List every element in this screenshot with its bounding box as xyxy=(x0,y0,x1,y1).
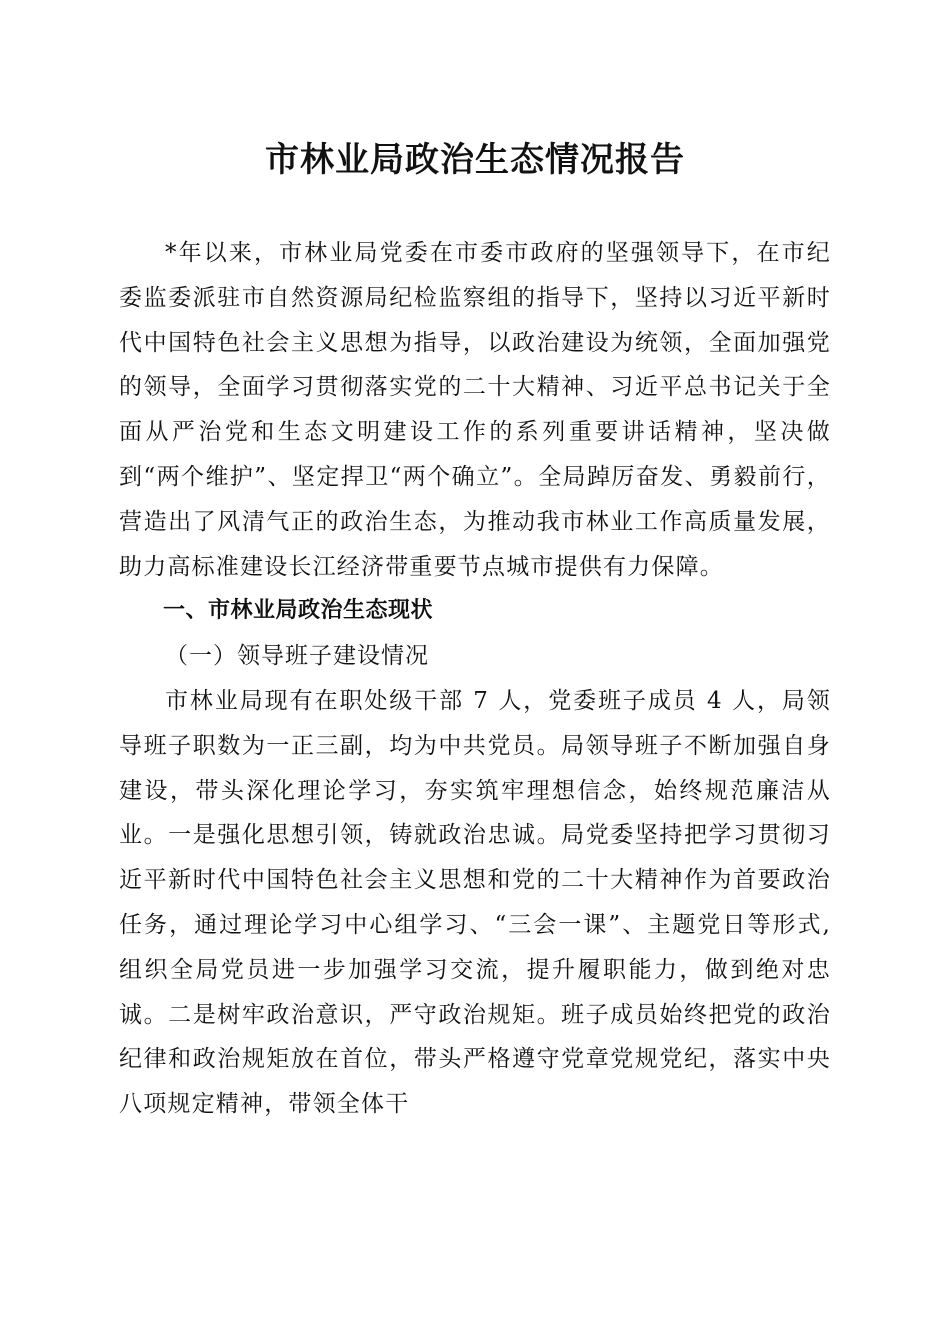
intro-paragraph: *年以来，市林业局党委在市委市政府的坚强领导下，在市纪委监委派驻市自然资源局纪检监察组的指导下，坚持以习近平新时代中国特色社会主义思想为指导，以政治建设为统领，全面加强党的领导，全面学习贯彻落实党的二十大精神、习近平总书记关于全面从严治党和生态文明建设工作的系列重要讲话精神，坚决做到“两个维护”、坚定捍卫“两个确立”。全局踔厉奋发、勇毅前行，营造出了风清气正的政治生态，为推动我市林业工作高质量发展，助力高标准建设长江经济带重要节点城市提供有力保障。 xyxy=(119,240,831,580)
section-heading: 一、市林业局政治生态现状 xyxy=(163,598,434,624)
document-title: 市林业局政治生态情况报告 xyxy=(265,140,685,180)
body-paragraph: 市林业局现有在职处级干部 7 人，党委班子成员 4 人，局领导班子职数为一正三副，均为中共党员。局领导班子不断加强自身建设，带头深化理论学习，夯实筑牢理想信念，始终规范廉洁从业。一是强化思想引领，铸就政治忠诚。局党委坚持把学习贯彻习近平新时代中国特色社会主义思想和党的二十大精神作为首要政治任务，通过理论学习中心组学习、“三会一课”、主题党日等形式,组织全局党员进一步加强学习交流，提升履职能力，做到绝对忠诚。二是树牢政治意识，严守政治规矩。班子成员始终把党的政治纪律和政治规矩放在首位，带头严格遵守党章党规党纪，落实中央八项规定精神，带领全体干 xyxy=(119,687,831,1118)
document-body xyxy=(119,231,831,1127)
subsection-heading: （一）领导班子建设情况 xyxy=(165,643,429,670)
